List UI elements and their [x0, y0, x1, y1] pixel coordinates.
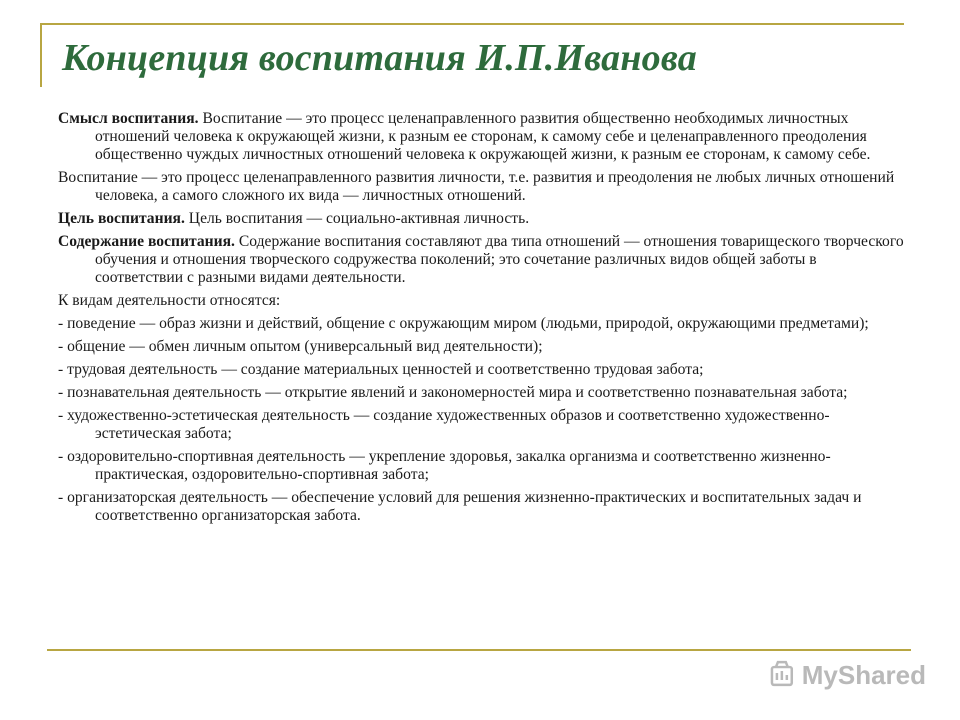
left-accent-divider [40, 23, 42, 87]
list-item-labor [58, 361, 908, 379]
bottom-divider [47, 649, 911, 651]
paragraph-activity-intro [58, 292, 908, 310]
paragraph-text: Воспитание — это процесс целенаправленного развития личности, т.е. развития и преодоления не любых личных отношений человека, а самого сложного их вида — личностных отношений. [58, 169, 895, 204]
list-item-text: - общение — обмен личным опытом (универсальный вид деятельности); [58, 338, 543, 355]
paragraph-definition [58, 169, 908, 205]
slide-body [58, 110, 908, 530]
myshared-logo-icon [766, 659, 798, 691]
list-item-artistic [58, 407, 908, 443]
paragraph-meaning [58, 110, 908, 164]
watermark-brand-text: MyShared [801, 659, 926, 690]
paragraph-content [58, 233, 908, 287]
paragraph-text: Воспитание — это процесс целенаправленного развития общественно необходимых личностных отношений человека к окружающей жизни, к разным ее сторонам, к самому себе и целенаправленного преодоления общественно чуждых личностных отношений человека к окружающей жизни, к разным ее сторонам, к самому себе. [95, 110, 871, 163]
list-item-text: - познавательная деятельность — открытие явлений и закономерностей мира и соответственно познавательная забота; [58, 384, 848, 401]
list-item-communication [58, 338, 908, 356]
paragraph-text: К видам деятельности относятся: [58, 292, 281, 309]
list-item-organizational [58, 489, 908, 525]
paragraph-lead: Смысл воспитания. [58, 110, 199, 127]
list-item-text: - оздоровительно-спортивная деятельность — укрепление здоровья, закалка организма и соответственно жизненно-практическая, оздоровительно-спортивная забота; [58, 448, 831, 483]
paragraph-text: Содержание воспитания составляют два типа отношений — отношения товарищеского творческого обучения и отношения творческого содружества поколений; это сочетание различных видов общей заботы в соответствии с разными видами деятельности. [95, 233, 904, 286]
top-divider [40, 23, 904, 25]
list-item-text: - поведение — образ жизни и действий, общение с окружающим миром (людьми, природой, окружающими предметами); [58, 315, 869, 332]
paragraph-text: Цель воспитания — социально-активная личность. [184, 210, 530, 227]
list-item-health [58, 448, 908, 484]
paragraph-lead: Содержание воспитания. [58, 233, 235, 250]
paragraph-goal [58, 210, 908, 228]
list-item-text: - художественно-эстетическая деятельность — создание художественных образов и соответственно художественно-эстетическая забота; [58, 407, 830, 442]
myshared-watermark [766, 657, 926, 693]
list-item-text: - трудовая деятельность — создание материальных ценностей и соответственно трудовая забота; [58, 361, 704, 378]
list-item-behavior [58, 315, 908, 333]
list-item-text: - организаторская деятельность — обеспечение условий для решения жизненно-практических и воспитательных задач и соответственно организаторская забота. [58, 489, 862, 524]
slide-title: Концепция воспитания И.П.Иванова [62, 37, 697, 79]
paragraph-lead: Цель воспитания. [58, 210, 185, 227]
list-item-cognitive [58, 384, 908, 402]
